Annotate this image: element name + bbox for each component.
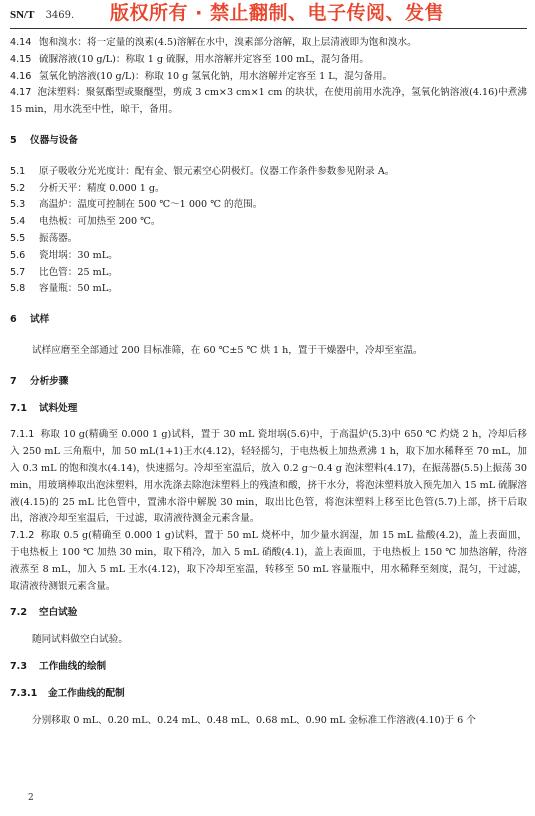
copyright-watermark: 版权所有 · 禁止翻制、电子传阅、发售: [110, 2, 444, 24]
standard-code: 3469.: [45, 10, 75, 21]
item-number: 5.7: [10, 266, 26, 278]
section-7-3-1-text: 分别移取 0 mL、0.20 mL、0.24 mL、0.48 mL、0.68 mL、0.90 mL 金标准工作溶液(4.10)于 6 个: [32, 714, 476, 726]
paragraph-7-1-1: [10, 427, 527, 528]
section-number: 7.3.1: [10, 687, 38, 699]
paragraph-number: 7.1.1: [10, 429, 35, 441]
item-4-16: [10, 69, 527, 86]
standard-prefix: SN/T: [10, 9, 35, 21]
section-number: 5: [10, 134, 17, 146]
section-number: 7: [10, 375, 17, 387]
item-number: 5.8: [10, 283, 26, 295]
item-5-2: [10, 181, 527, 198]
item-text: 振荡器。: [39, 232, 78, 244]
item-text: 容量瓶：50 mL。: [39, 283, 118, 295]
section-title: 空白试验: [39, 607, 78, 619]
item-number: 5.1: [10, 165, 26, 177]
section-title: 金工作曲线的配制: [48, 687, 125, 699]
item-text: 分析天平：精度 0.000 1 g。: [39, 182, 165, 194]
paragraph-text: 称取 10 g(精确至 0.000 1 g)试料，置于 30 mL 瓷坩埚(5.6)中，于高温炉(5.3)中 650 ℃ 灼烧 2 h，冷却后移入 250 mL 三角瓶中，加 50 mL(1+1)王水(4.12)，轻轻摇匀，于电热板上加热煮沸 1 h，取下加水稀释至 70 mL，加入 0.3 mL 的饱和溴水(4.14)，快速摇匀。冷却至室温后，放入 0.2 g～0.4 g 泡沫塑料(4.17)，在振荡器(5.5)上振荡 30 min，用玻璃棒取出泡沫塑料，用水洗涤去除泡沫塑料上的残渣和酸，挤干水分，将泡沫塑料放入预先加入 15 mL 硫脲溶液(4.15)的 25 mL 比色管中，置沸水浴中解脱 30 min，取出比色管，将泡沫塑料上移至比色管(5.7)上部，挤干后取出，溶液冷却至室温后，干过滤，取清液待测金元素含量。: [10, 429, 527, 525]
paragraph-7-1-2: [10, 528, 527, 595]
item-text: 电热板：可加热至 200 ℃。: [39, 216, 161, 228]
section-number: 7.1: [10, 402, 27, 414]
section-number: 7.2: [10, 607, 27, 619]
section-7-2-text: 随同试料做空白试验。: [32, 634, 128, 646]
section-number: 6: [10, 314, 17, 326]
section-7-2-heading: [10, 605, 527, 622]
item-5-3: [10, 197, 527, 214]
paragraph-text: 称取 0.5 g(精确至 0.000 1 g)试料，置于 50 mL 烧杯中，加少量水润湿，加 15 mL 盐酸(4.2)，盖上表面皿，于电热板上 100 ℃ 加热 30 min，取下稍冷，加入 5 mL 硝酸(4.1)，盖上表面皿，于电热板上 150 ℃ 加热溶解，待溶液蒸至 8 mL，加入 5 mL 王水(4.12)，取下冷却至室温，转移至 50 mL 容量瓶中，用水稀释至刻度，混匀，干过滤，取清液待测银元素含量。: [10, 530, 527, 592]
item-5-6: [10, 248, 527, 265]
item-text: 氢氧化钠溶液(10 g/L)：称取 10 g 氢氧化钠，用水溶解并定容至 1 L，混匀备用。: [39, 70, 393, 82]
item-number: 4.14: [10, 37, 32, 48]
item-5-4: [10, 214, 527, 231]
section-number: 7.3: [10, 660, 27, 672]
item-text: 饱和溴水：将一定量的溴素(4.5)溶解在水中，溴素部分溶解，取上层清液即为饱和溴水。: [39, 37, 417, 48]
item-5-8: [10, 281, 527, 298]
item-text: 泡沫塑料：聚氨酯型或聚醚型，剪成 3 cm×3 cm×1 cm 的块状，在使用前用水洗净，氢氧化钠溶液(4.16)中煮沸 15 min，用水洗至中性，晾干，备用。: [10, 87, 527, 116]
item-number: 5.2: [10, 182, 26, 194]
item-5-7: [10, 265, 527, 282]
item-5-5: [10, 231, 527, 248]
item-4-17: [10, 85, 527, 119]
section-7-heading: [10, 374, 527, 391]
section-title: 试样: [30, 314, 50, 326]
item-text: 硫脲溶液(10 g/L)：称取 1 g 硫脲，用水溶解并定容至 100 mL，混匀备用。: [39, 53, 370, 65]
section-7-3-1-heading: [10, 686, 527, 703]
item-number: 5.5: [10, 232, 26, 244]
item-number: 5.4: [10, 216, 26, 228]
item-number: 4.15: [10, 53, 32, 65]
section-7-1-heading: [10, 401, 527, 418]
item-4-14: [10, 35, 527, 52]
section-5-heading: [10, 133, 527, 150]
section-title: 试料处理: [39, 402, 78, 414]
section-title: 分析步骤: [30, 375, 69, 387]
page-header: [10, 2, 444, 24]
item-text: 瓷坩埚：30 mL。: [39, 249, 118, 261]
document-body: [10, 35, 527, 729]
paragraph-number: 7.1.2: [10, 530, 35, 542]
section-title: 工作曲线的绘制: [39, 660, 107, 672]
item-number: 4.16: [10, 70, 32, 82]
item-number: 5.3: [10, 199, 26, 211]
header-rule: [10, 28, 527, 29]
item-text: 高温炉：温度可控制在 500 ℃～1 000 ℃ 的范围。: [39, 199, 263, 211]
section-7-3-heading: [10, 659, 527, 676]
section-6-text: 试样应磨至全部通过 200 目标准筛，在 60 ℃±5 ℃ 烘 1 h，置于干燥器中，冷却至室温。: [32, 344, 423, 356]
item-text: 原子吸收分光光度计：配有金、银元素空心阴极灯。仪器工作条件参数参见附录 A。: [39, 165, 395, 177]
item-number: 5.6: [10, 249, 26, 261]
section-6-heading: [10, 312, 527, 329]
item-5-1: [10, 164, 527, 181]
item-4-15: [10, 52, 527, 69]
item-number: 4.17: [10, 87, 32, 99]
page-number: 2: [28, 793, 34, 803]
section-title: 仪器与设备: [30, 134, 78, 146]
item-text: 比色管：25 mL。: [39, 266, 118, 278]
